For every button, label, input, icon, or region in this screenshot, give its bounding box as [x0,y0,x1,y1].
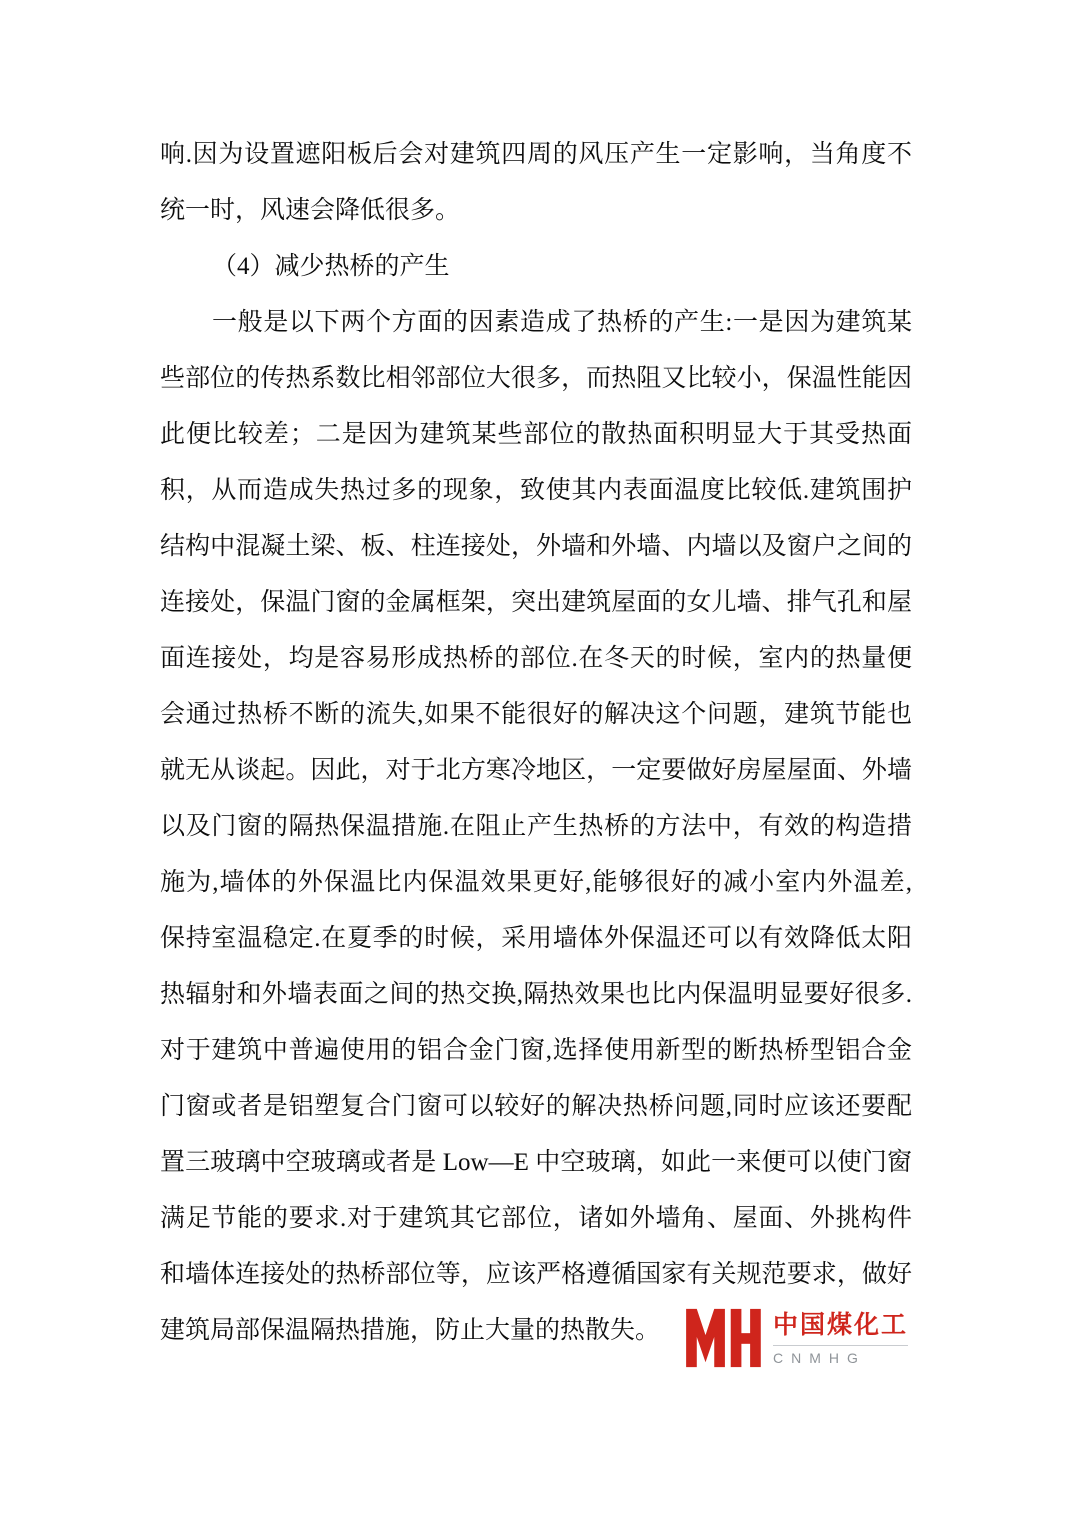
text-line: 结构中混凝土梁、板、柱连接处，外墙和外墙、内墙以及窗户之间的 [160,533,912,560]
logo-text [773,1310,908,1366]
logo-company-code: CNMHG [773,1345,908,1366]
text-line: 积，从而造成失热过多的现象，致使其内表面温度比较低.建筑围护 [160,477,912,504]
body-text [160,127,912,1359]
text-line: 施为,墙体的外保温比内保温效果更好,能够很好的减小室内外温差, [160,869,912,896]
text-line: 建筑局部保温隔热措施，防止大量的热散失。 [160,1317,661,1344]
text-line: 连接处，保温门窗的金属框架，突出建筑屋面的女儿墙、排气孔和屋 [160,589,912,616]
text-line: 响.因为设置遮阳板后会对建筑四周的风压产生一定影响，当角度不 [160,141,912,168]
text-line: 满足节能的要求.对于建筑其它部位，诸如外墙角、屋面、外挑构件 [160,1205,912,1232]
company-logo [683,1306,908,1370]
text-line: 对于建筑中普遍使用的铝合金门窗,选择使用新型的断热桥型铝合金 [160,1037,912,1064]
text-line: 热辐射和外墙表面之间的热交换,隔热效果也比内保温明显要好很多. [160,981,912,1008]
text-line: 此便比较差；二是因为建筑某些部位的散热面积明显大于其受热面 [160,421,912,448]
text-line: 一般是以下两个方面的因素造成了热桥的产生:一是因为建筑某 [212,309,912,336]
text-line: 门窗或者是铝塑复合门窗可以较好的解决热桥问题,同时应该还要配 [160,1093,912,1120]
section-heading: （4）减少热桥的产生 [212,253,450,280]
mh-monogram-icon [683,1306,761,1370]
text-line: 面连接处，均是容易形成热桥的部位.在冬天的时候，室内的热量便 [160,645,912,672]
text-line: 就无从谈起。因此，对于北方寒冷地区，一定要做好房屋屋面、外墙 [160,757,912,784]
logo-company-name: 中国煤化工 [773,1310,909,1339]
text-line: 会通过热桥不断的流失,如果不能很好的解决这个问题，建筑节能也 [160,701,912,728]
text-line: 保持室温稳定.在夏季的时候，采用墙体外保温还可以有效降低太阳 [160,925,912,952]
text-line: 和墙体连接处的热桥部位等，应该严格遵循国家有关规范要求，做好 [160,1261,912,1288]
text-line: 置三玻璃中空玻璃或者是 Low—E 中空玻璃，如此一来便可以使门窗 [160,1149,912,1176]
text-line: 以及门窗的隔热保温措施.在阻止产生热桥的方法中，有效的构造措 [160,813,912,840]
text-line: 统一时，风速会降低很多。 [160,197,461,224]
text-line: 些部位的传热系数比相邻部位大很多，而热阻又比较小，保温性能因 [160,365,912,392]
